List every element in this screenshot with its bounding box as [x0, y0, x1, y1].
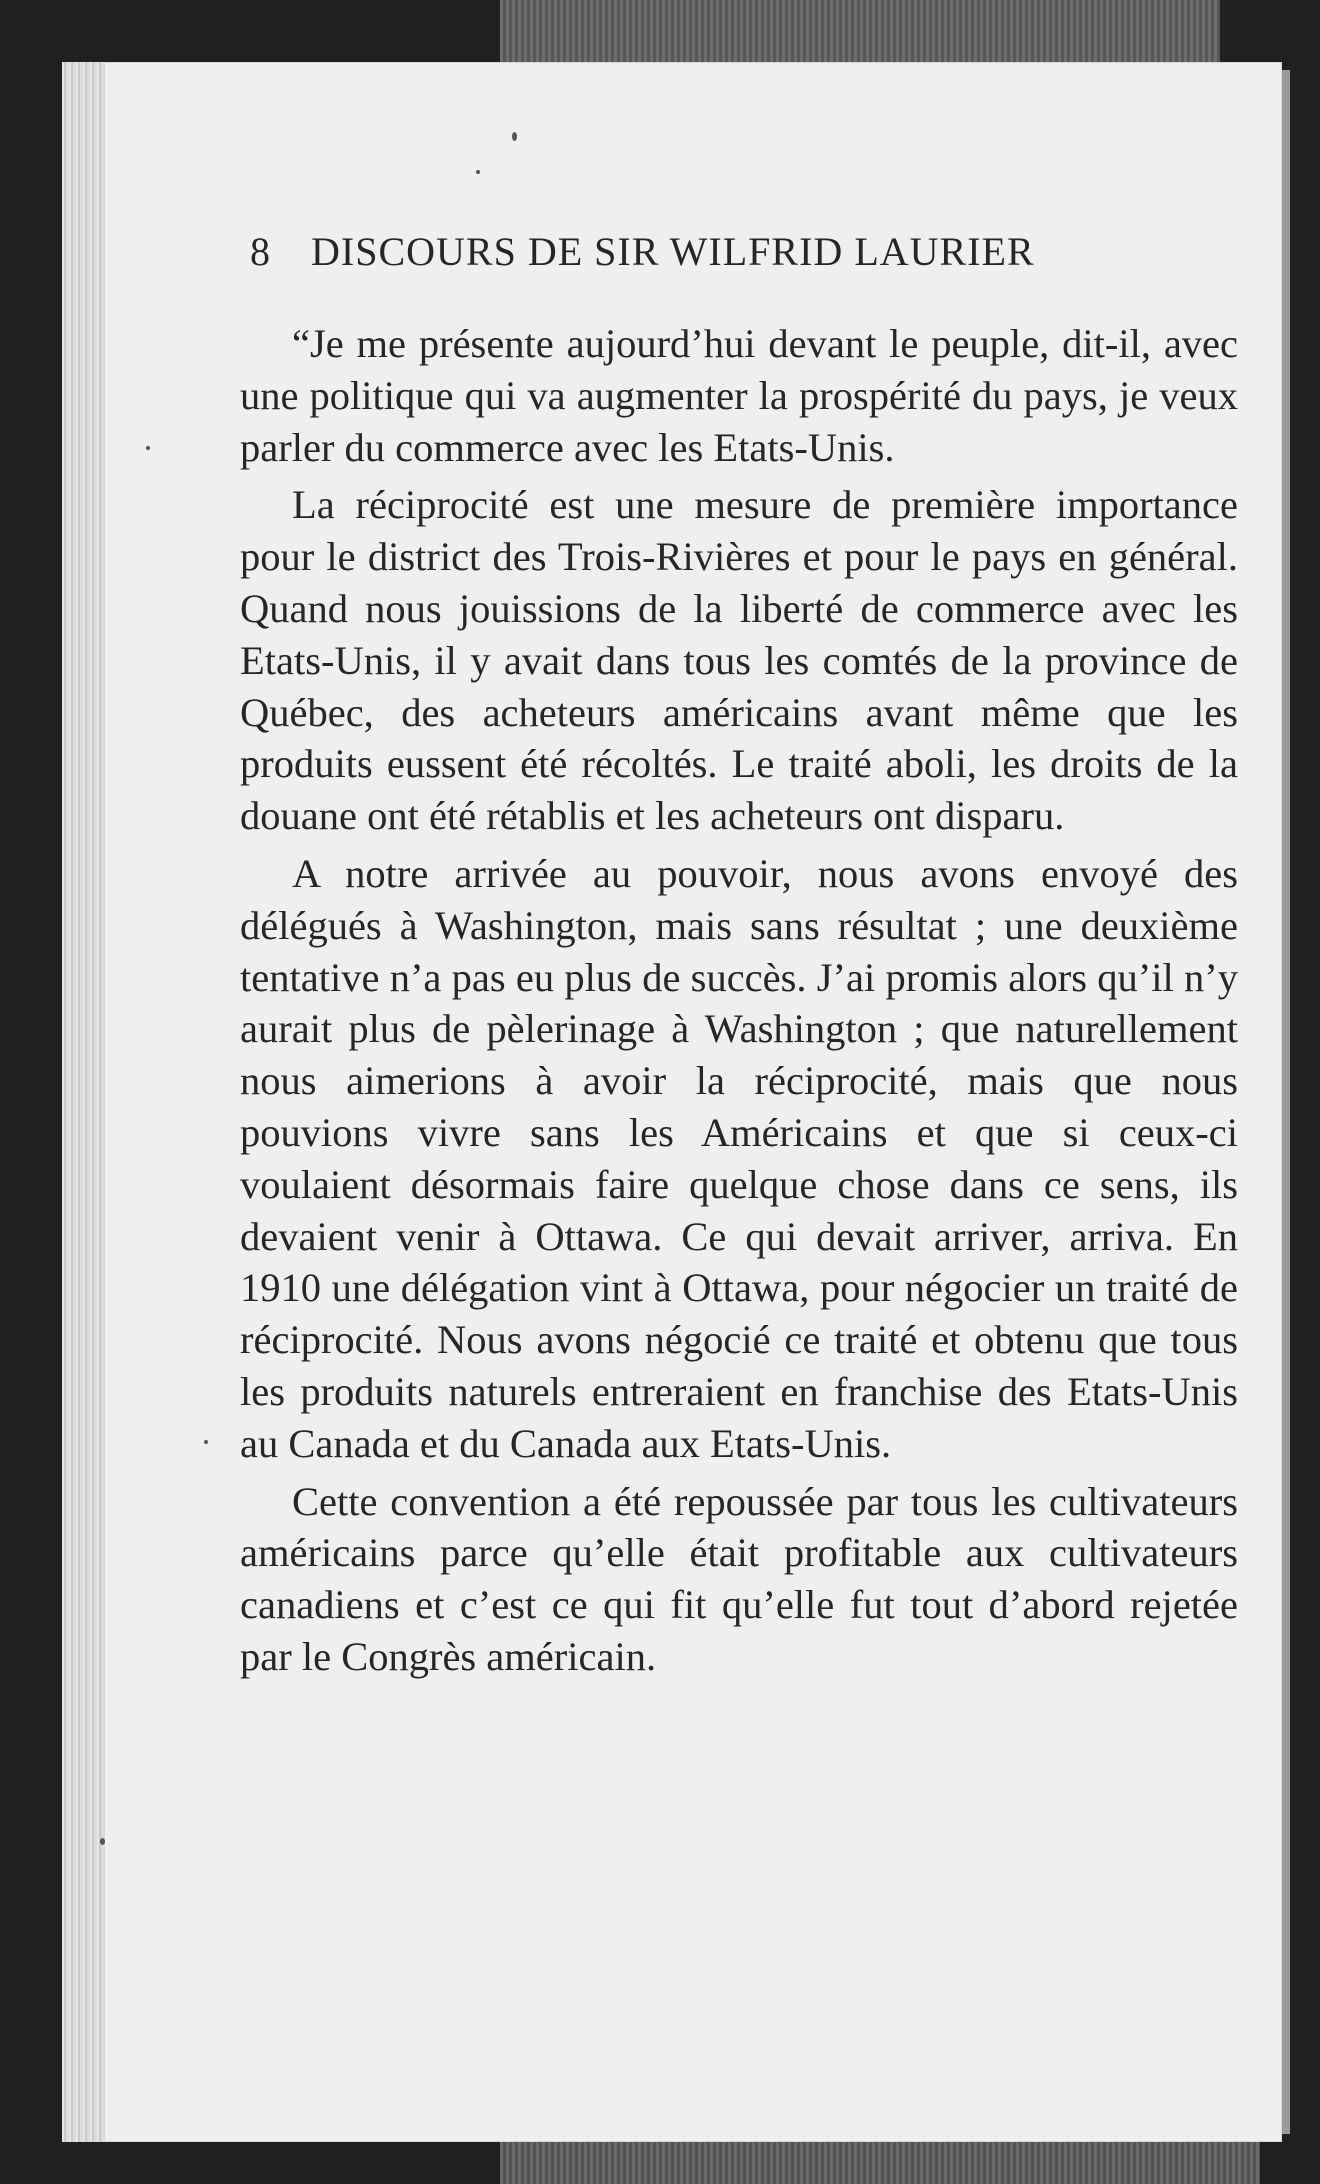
paragraph: “Je me présente aujourd’hui devant le peuple, dit-il, avec une politique qui va augmenter la prospérité du pays, je veux parler du commerce avec les Etats-Unis. [240, 321, 1238, 470]
paragraph: A notre arrivée au pouvoir, nous avons envoyé des délégués à Washington, mais sans résultat ; une deuxième tentative n’a pas eu plus de succès. J’ai promis alors qu’il n’y aurait plus de pèlerinage à Washington ; que naturellement nous aimerions à avoir la réciprocité, mais que nous pouvions vivre sans les Américains et que si ceux-ci voulaient désormais faire quelque chose dans ce sens, ils devaient venir à Ottawa. Ce qui devait arriver, arriva. En 1910 une délégation vint à Ottawa, pour négocier un traité de réciprocité. Nous avons négocié ce traité et obtenu que tous les produits naturels entreraient en franchise des Etats-Unis au Canada et du Canada aux Etats-Unis. [240, 850, 1238, 1466]
dust-speck [100, 1838, 105, 1845]
paragraph: La réciprocité est une mesure de première importance pour le district des Trois-Rivières et pour le pays en général. Quand nous jouissions de la liberté de commerce avec les Etats-Unis, il y avait dans tous les comtés de la province de Québec, des acheteurs américains avant même que les produits eussent été récoltés. Le traité aboli, les droits de la douane ont été rétablis et les acheteurs ont disparu. [240, 482, 1238, 839]
paragraph: Cette convention a été repoussée par tous les cultivateurs américains parce qu’elle était profitable aux cultivateurs canadiens et c’est ce qui fit qu’elle fut tout d’abord rejetée par le Congrès américain. [240, 1478, 1238, 1679]
binding-strip-top [500, 0, 1220, 62]
body-text [240, 318, 1238, 1683]
running-title: DISCOURS DE SIR WILFRID LAURIER [311, 229, 1035, 274]
page-right-shadow [1282, 70, 1290, 2134]
binding-strip-bottom [500, 2140, 1260, 2184]
dust-speck [204, 1440, 208, 1444]
dust-speck [146, 446, 150, 450]
page-number: 8 [250, 229, 271, 274]
dust-speck [512, 132, 517, 141]
page-stack-edges [62, 62, 106, 2142]
running-header [250, 228, 1200, 275]
dust-speck [476, 170, 480, 174]
